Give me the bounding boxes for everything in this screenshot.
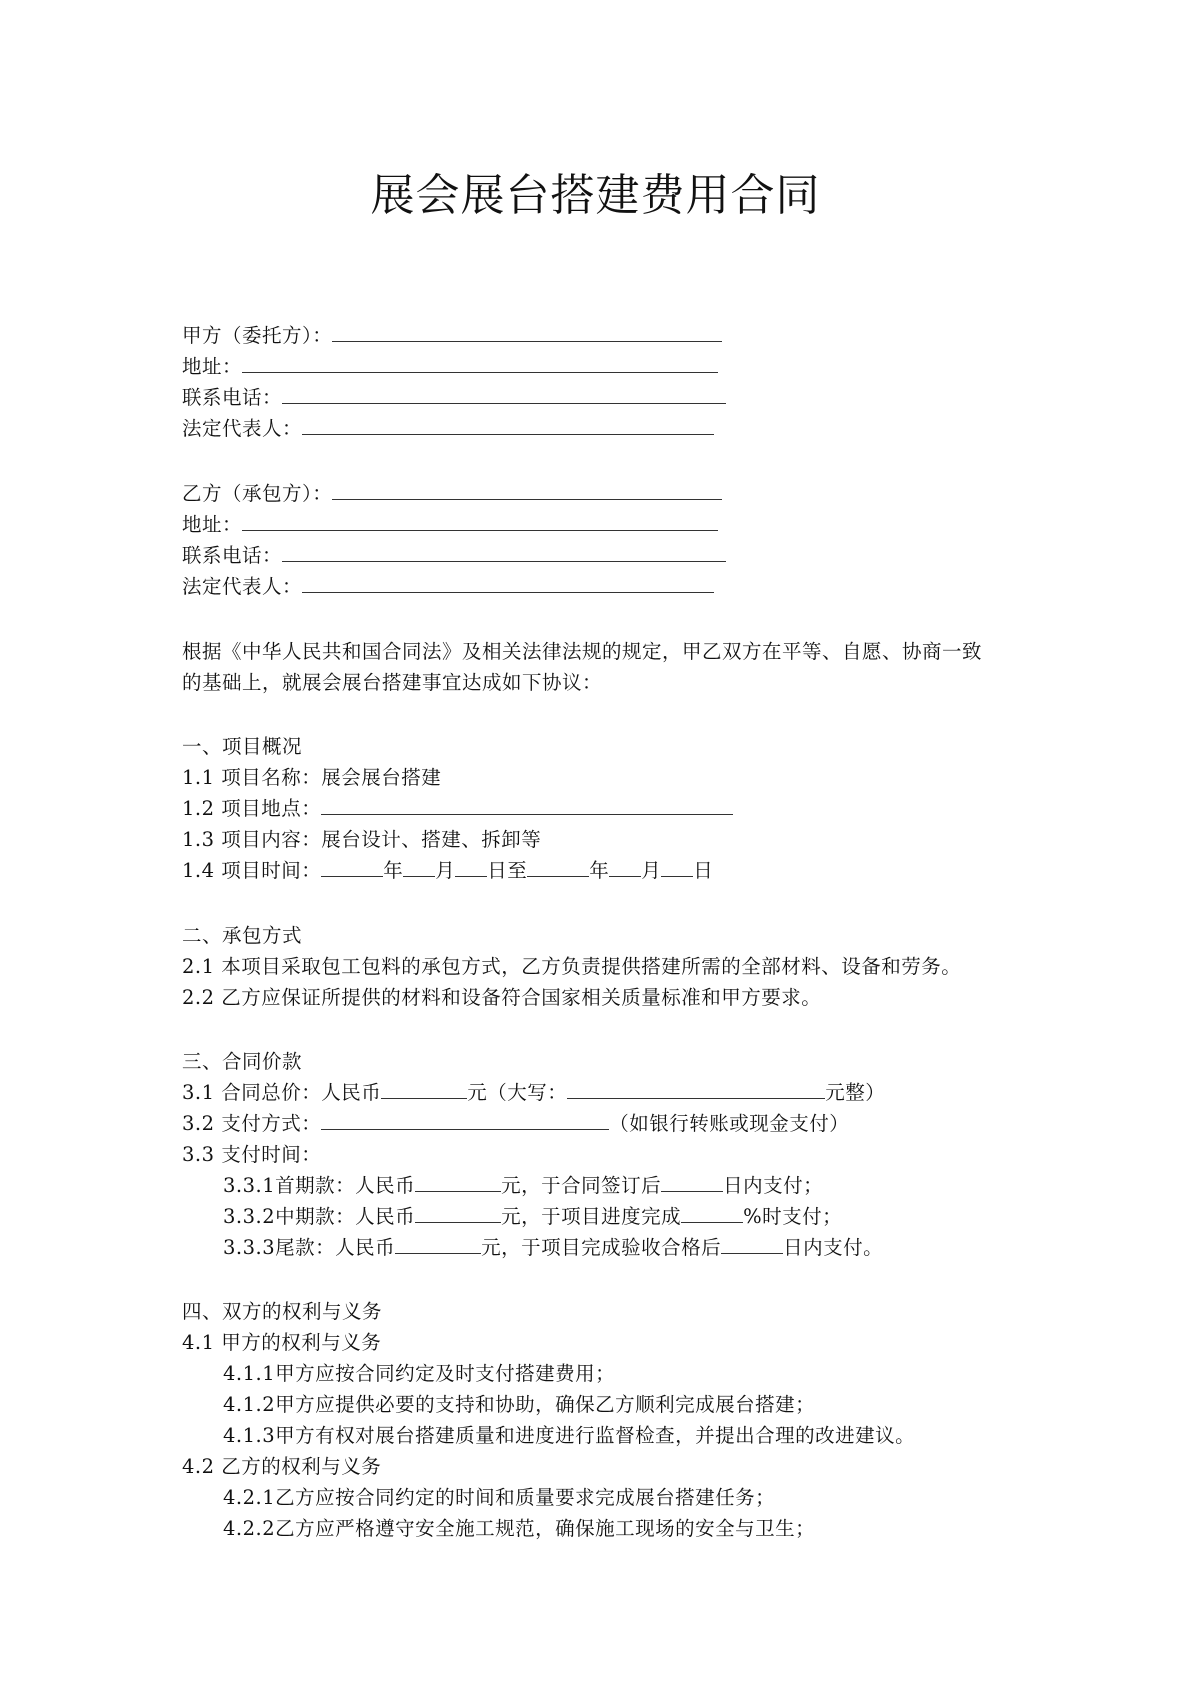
section-1-item-2 [182,795,733,823]
payment-1-days-blank[interactable] [661,1173,723,1192]
total-price-end: 元整） [825,1081,886,1104]
total-price-blank[interactable] [381,1080,467,1099]
section-3-heading: 三、合同价款 [182,1050,303,1073]
payment-3-mid: 元，于项目完成验收合格后 [481,1236,722,1259]
payment-3-amount-blank[interactable] [395,1235,481,1254]
section-4-sub-2: 4.2 乙方的权利与义务 [182,1455,382,1478]
payment-3-days-blank[interactable] [721,1235,783,1254]
party-a-name-blank[interactable] [332,323,722,342]
end-year-blank[interactable] [527,858,589,877]
day-to-unit: 日至 [487,859,528,882]
party-a-address-line [182,353,718,381]
end-day-blank[interactable] [661,858,693,877]
payment-2-line [223,1203,842,1231]
party-a-duty-1: 4.1.1甲方应按合同约定及时支付搭建费用； [223,1362,616,1385]
party-a-name-line [182,322,722,350]
project-time-label: 1.4 项目时间： [182,859,322,882]
payment-2-label: 3.3.2中期款：人民币 [223,1205,416,1228]
section-2-item-1: 2.1 本项目采取包工包料的承包方式，乙方负责提供搭建所需的全部材料、设备和劳务。 [182,955,962,978]
payment-2-end: %时支付； [743,1205,843,1228]
payment-method-label: 3.2 支付方式： [182,1112,322,1135]
party-a-duty-3: 4.1.3甲方有权对展台搭建质量和进度进行监督检查，并提出合理的改进建议。 [223,1424,916,1447]
month-unit: 月 [641,859,662,882]
payment-1-amount-blank[interactable] [415,1173,501,1192]
contract-title: 展会展台搭建费用合同 [370,170,821,221]
party-b-phone-blank[interactable] [282,543,726,562]
payment-3-end: 日内支付。 [783,1236,884,1259]
party-a-address-blank[interactable] [242,354,718,373]
party-b-rep-blank[interactable] [302,574,714,593]
party-a-phone-line [182,384,726,412]
total-price-label: 3.1 合同总价：人民币 [182,1081,382,1104]
party-b-phone-label: 联系电话： [182,544,283,567]
section-4-heading: 四、双方的权利与义务 [182,1300,383,1323]
party-b-rep-line [182,573,714,601]
preamble-line-1: 根据《中华人民共和国合同法》及相关法律法规的规定，甲乙双方在平等、自愿、协商一致 [182,640,983,663]
party-b-address-blank[interactable] [242,512,718,531]
section-4-sub-1: 4.1 甲方的权利与义务 [182,1331,382,1354]
payment-1-label: 3.3.1首期款：人民币 [223,1174,416,1197]
project-location-blank[interactable] [321,796,733,815]
party-b-name-line [182,480,722,508]
party-a-name-label: 甲方（委托方）： [182,324,333,347]
total-price-yuan: 元（大写： [467,1081,568,1104]
project-location-label: 1.2 项目地点： [182,797,322,820]
month-unit: 月 [435,859,456,882]
party-a-phone-blank[interactable] [282,385,726,404]
section-2-item-2: 2.2 乙方应保证所提供的材料和设备符合国家相关质量标准和甲方要求。 [182,986,822,1009]
payment-method-blank[interactable] [321,1111,609,1130]
party-a-rep-line [182,415,714,443]
total-price-words-blank[interactable] [567,1080,825,1099]
party-a-address-label: 地址： [182,355,243,378]
year-unit: 年 [383,859,404,882]
party-b-address-line [182,511,718,539]
section-1-item-1: 1.1 项目名称：展会展台搭建 [182,766,442,789]
payment-1-mid: 元，于合同签订后 [501,1174,662,1197]
party-b-name-label: 乙方（承包方）： [182,482,333,505]
payment-1-line [223,1172,823,1200]
party-b-phone-line [182,542,726,570]
section-2-heading: 二、承包方式 [182,924,303,947]
payment-1-end: 日内支付； [723,1174,824,1197]
end-month-blank[interactable] [609,858,641,877]
section-3-item-3: 3.3 支付时间： [182,1143,322,1166]
start-month-blank[interactable] [403,858,435,877]
party-b-name-blank[interactable] [332,481,722,500]
party-a-phone-label: 联系电话： [182,386,283,409]
payment-2-mid: 元，于项目进度完成 [501,1205,682,1228]
section-1-item-3: 1.3 项目内容：展台设计、搭建、拆卸等 [182,828,542,851]
preamble-line-2: 的基础上，就展会展台搭建事宜达成如下协议： [182,671,603,694]
section-3-item-2 [182,1110,849,1138]
start-day-blank[interactable] [455,858,487,877]
day-unit: 日 [693,859,714,882]
section-3-item-1 [182,1079,885,1107]
payment-3-label: 3.3.3尾款：人民币 [223,1236,396,1259]
payment-2-amount-blank[interactable] [415,1204,501,1223]
section-1-heading: 一、项目概况 [182,735,303,758]
payment-3-line [223,1234,883,1262]
year-unit: 年 [589,859,610,882]
party-a-duty-2: 4.1.2甲方应提供必要的支持和协助，确保乙方顺利完成展台搭建； [223,1393,816,1416]
party-b-duty-2: 4.2.2乙方应严格遵守安全施工规范，确保施工现场的安全与卫生； [223,1517,816,1540]
party-b-address-label: 地址： [182,513,243,536]
section-1-item-4 [182,857,713,885]
party-a-rep-label: 法定代表人： [182,417,303,440]
payment-method-note: （如银行转账或现金支付） [609,1112,850,1135]
party-b-rep-label: 法定代表人： [182,575,303,598]
payment-2-percent-blank[interactable] [681,1204,743,1223]
party-a-rep-blank[interactable] [302,416,714,435]
start-year-blank[interactable] [321,858,383,877]
party-b-duty-1: 4.2.1乙方应按合同约定的时间和质量要求完成展台搭建任务； [223,1486,776,1509]
